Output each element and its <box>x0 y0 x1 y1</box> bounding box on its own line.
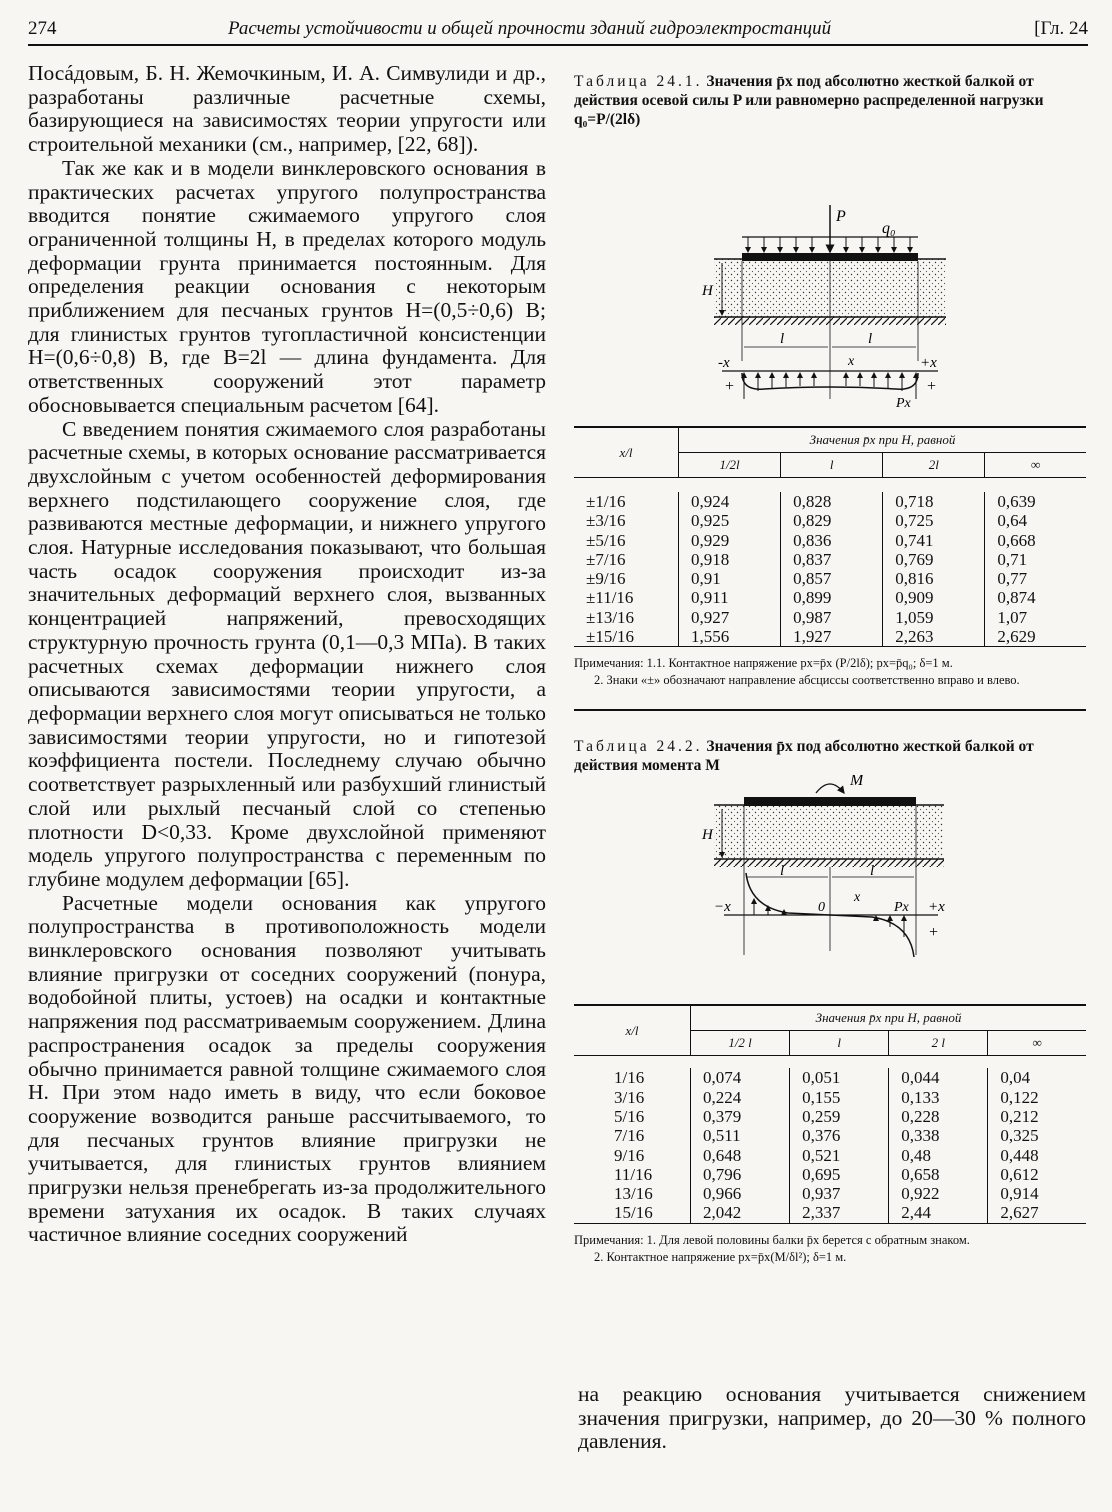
table2-col-header: 2 l <box>889 1031 988 1056</box>
running-header <box>28 14 1088 46</box>
note: 2. Контактное напряжение px=p̄x(M/δl²); δ=1 м. <box>594 1249 847 1264</box>
fig1-label-l2: l <box>868 331 873 347</box>
table-row: ±11/16 0,911 0,899 0,909 0,874 <box>574 588 1086 607</box>
table-row: ±13/16 0,927 0,987 1,059 1,07 <box>574 608 1086 627</box>
table-row: 13/16 0,966 0,937 0,922 0,914 <box>574 1184 1086 1203</box>
chapter-label: [Гл. 24 <box>1034 18 1088 39</box>
table2-col-header: ∞ <box>988 1031 1086 1056</box>
right-column <box>574 72 1086 1266</box>
table-row: 7/16 0,511 0,376 0,338 0,325 <box>574 1126 1086 1145</box>
fig2-label-x: x <box>854 890 861 906</box>
fig1-label-plus-x: +x <box>920 355 937 371</box>
table2-row-header: x/l <box>574 1005 691 1056</box>
table-row: 5/16 0,379 0,259 0,228 0,212 <box>574 1107 1086 1126</box>
note: Примечания: 1. Для левой половины балки p̄x берется с обратным знаком. <box>574 1232 970 1247</box>
fig2-label-l2: l <box>870 863 875 880</box>
fig1-label-minus-x: -x <box>718 355 730 371</box>
fig2-label-zero: 0 <box>818 900 825 916</box>
table1-caption: Таблица 24.1. Значения p̄x под абсолютно жесткой балкой от действия осевой силы P или равномерно распределенной нагрузки q₀=P/(2lδ) <box>574 73 1044 128</box>
table2-col-header: 1/2 l <box>691 1031 790 1056</box>
table1-body <box>574 478 1086 647</box>
table-row: ±5/16 0,929 0,836 0,741 0,668 <box>574 531 1086 550</box>
table-row: 3/16 0,224 0,155 0,133 0,122 <box>574 1088 1086 1107</box>
table2 <box>574 1004 1086 1223</box>
table1-group-header: Значения p̄x при H, равной <box>679 427 1087 453</box>
page-number: 274 <box>28 18 57 39</box>
table1-col-header: 2l <box>883 453 985 478</box>
fig1-label-px: Px <box>896 396 911 407</box>
table1-col-header: 1/2l <box>679 453 781 478</box>
table1-row-header: x/l <box>574 427 679 478</box>
table1-figure <box>574 129 1086 407</box>
table2-notes <box>574 1232 1086 1266</box>
table-row: 15/16 2,042 2,337 2,44 2,627 <box>574 1203 1086 1223</box>
note: Примечания: 1.1. Контактное напряжение px=p̄x (P/2lδ); px=p̄q₀; δ=1 м. <box>574 656 953 671</box>
table2-figure <box>574 775 1086 997</box>
paragraph: С введением понятия сжимаемого слоя разработаны расчетные схемы, в которых основание рассматривается двухслойным с учетом особенностей деформирования верхнего подстилающего сооружение слоя, где развиваются местные деформации, и нижнего упругого слоя. Натурные исследования показывают, что большая часть осадок сооружения происходит из-за значительных деформаций верхнего слоя, вызванных концентрацией напряжений, превосходящих структурную прочность грунта (0,1—0,3 МПа). В таких расчетных схемах деформации нижнего слоя описываются зависимостями теории упругости, а деформации верхнего слоя могут описываться не только зависимостями теории упругости, но и гипотезой коэффициента постели. Последнему случаю обычно соответствует разрыхленный или разбухший глинистый слой или рыхлый песчаный слой со степенью плотности D<0,33. Кроме двухслойной применяют модель упругого полупространства с переменным по глубине модулем деформации [65]. <box>28 416 546 891</box>
continuation-paragraph: на реакцию основания учитывается снижением значения пригрузки, например, до 20—30 % полного давления. <box>578 1382 1086 1454</box>
table1-notes <box>574 655 1086 689</box>
running-title: Расчеты устойчивости и общей прочности зданий гидроэлектростанций <box>228 18 832 39</box>
table2-col-header: l <box>790 1031 889 1056</box>
fig1-label-plus-right: + <box>926 378 937 395</box>
table2-group-header: Значения p̄x при H, равной <box>691 1005 1087 1031</box>
table-row: ±15/16 1,556 1,927 2,263 2,629 <box>574 627 1086 647</box>
fig2-label-minus-x: −x <box>714 899 731 916</box>
table2-caption: Таблица 24.2. Значения p̄x под абсолютно жесткой балкой от действия момента M <box>574 738 1034 775</box>
table2-body <box>574 1056 1086 1223</box>
paragraph: Так же как и в модели винклеровского основания в практических расчетах упругого полупространства вводится понятие сжимаемого упругого слоя ограниченной толщины H, в пределах которого модуль деформации грунта принимается постоянным. Для определения реакции основания с некоторым приближением для песчаных грунтов H=(0,5÷0,6) B; для глинистых грунтов тугопластичной консистенции H=(0,6÷0,8) B, где B=2l — длина фундамента. Для ответственных сооружений этот параметр обосновывается специальным расчетом [64]. <box>28 155 546 417</box>
table-row: 1/16 0,074 0,051 0,044 0,04 <box>574 1068 1086 1087</box>
table-row: 9/16 0,648 0,521 0,48 0,448 <box>574 1146 1086 1165</box>
fig2-label-l1: l <box>780 863 785 880</box>
section-divider <box>574 709 1086 711</box>
table-row: ±9/16 0,91 0,857 0,816 0,77 <box>574 569 1086 588</box>
fig1-label-P: P <box>836 208 846 225</box>
table1 <box>574 426 1086 647</box>
table-row: ±7/16 0,918 0,837 0,769 0,71 <box>574 550 1086 569</box>
table1-col-header: ∞ <box>985 453 1086 478</box>
table-row: 11/16 0,796 0,695 0,658 0,612 <box>574 1165 1086 1184</box>
fig2-label-plus-x: +x <box>928 899 945 916</box>
fig2-label-M: M <box>850 775 864 790</box>
fig1-label-plus-left: + <box>724 378 735 395</box>
note: 2. Знаки «±» обозначают направление абсциссы соответственно вправо и влево. <box>594 673 1020 688</box>
fig1-label-q0: q₀ <box>882 220 896 237</box>
paragraph: Расчетные модели основания как упругого полупространства в противоположность модели винклеровского основания позволяют учитывать влияние пригрузки от соседних сооружений (понура, водобойной плиты, устоев) на осадки и контактные напряжения под рассматриваемым сооружением. Длина распространения осадок за пределы сооружения обычно принимается равной толщине сжимаемого слоя H. При этом надо иметь в виду, что если боковое сооружение возводится раньше рассчитываемого, то для песчаных грунтов влияние пригрузки не учитывается, для глинистых грунтов влиянием пригрузки нельзя пренебрегать из-за продолжительного времени затухания их осадок. В таких случаях частичное влияние соседних сооружений <box>28 890 546 1247</box>
fig1-label-x: x <box>848 354 855 369</box>
fig1-label-l1: l <box>780 331 785 347</box>
table-row: ±1/16 0,924 0,828 0,718 0,639 <box>574 492 1086 511</box>
table1-col-header: l <box>781 453 883 478</box>
paragraph: Посáдовым, Б. Н. Жемочкиным, И. А. Симвулиди и др., разработаны различные расчетные схемы, базирующиеся на зависимостях теории упругости или строительной механики (см., например, [22, 68]). <box>28 61 546 157</box>
fig2-label-px: Px <box>894 900 909 916</box>
fig1-label-H: H <box>702 283 713 299</box>
table-row: ±3/16 0,925 0,829 0,725 0,64 <box>574 511 1086 530</box>
left-column <box>28 62 546 1247</box>
fig2-label-H: H <box>702 827 713 844</box>
fig2-label-plus: + <box>928 924 939 942</box>
